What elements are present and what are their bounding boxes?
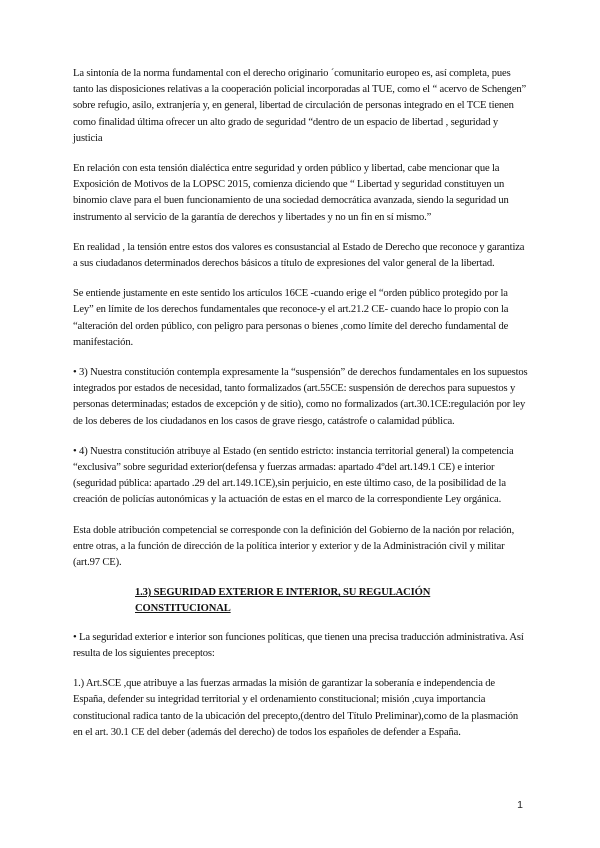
page-number: 1 <box>517 799 523 811</box>
paragraph-suspension-derechos: • 3) Nuestra constitución contempla expresamente la “suspensión” de derechos fundamentales en los supuestos integrados por estados de necesidad, tanto formalizados (art.55CE: suspensión de derechos para supuestos y personas determinadas; estados de excepción y de sitio), como no formalizados (art.30.1CE:regulación por ley de los deberes de los ciudadanos en los casos de grave riesgo, catástrofe o calamidad pública. <box>73 367 528 427</box>
paragraph-orden-publico: Se entiende justamente en este sentido los artículos 16CE -cuando erige el “orden público protegido por la Ley” en límite de los derechos fundamentales que reconoce-y el art.21.2 CE- cuando hace lo propio con la “alteración del orden público, con peligro para personas o bienes ,como límite del derecho fundamental de manifestación. <box>73 288 509 348</box>
paragraph-fuerzas-armadas: 1.) Art.SCE ,que atribuye a las fuerzas armadas la misión de garantizar la soberanía e independencia de España, defender su integridad territorial y el ordenamiento constitucional; misión ,cuya importancia constitucional radica tanto de la ubicación del precepto,(dentro del Título Preliminar),como de la plasmación en el art. 30.1 CE del deber (además del derecho) de todos los españoles de defender a España. <box>73 678 519 738</box>
paragraph-lopsc: En relación con esta tensión dialéctica entre seguridad y orden público y libertad, cabe mencionar que la Exposición de Motivos de la LOPSC 2015, comienza diciendo que “ Libertad y seguridad constituyen un binomio clave para el buen funcionamiento de una sociedad democrática avanzada, siendo la seguridad un instrumento al servicio de la garantía de derechos y libertades y no un fin en sí mismo.” <box>73 163 509 223</box>
document-page <box>73 66 528 755</box>
paragraph-estado-derecho: En realidad , la tensión entre estos dos valores es consustancial al Estado de Derecho que reconoce y garantiza a sus ciudadanos determinados derechos básicos a título de expresiones del valor general de la libertad. <box>73 241 525 270</box>
section-heading: 1.3) SEGURIDAD EXTERIOR E INTERIOR, SU REGULACIÓN CONSTITUCIONAL <box>135 587 431 615</box>
paragraph-competencia-estado: • 4) Nuestra constitución atribuye al Estado (en sentido estricto: instancia territorial general) la competencia “exclusiva” sobre seguridad exterior(defensa y fuerzas armadas: apartado 4ºdel art.149.1 CE) e interior (seguridad pública: apartado .29 del art.149.1CE),sin perjuicio, en este último caso, de la posibilidad de la creación de policías autonómicas y la actuación de estas en el marco de la correspondiente Ley orgánica. <box>73 445 514 506</box>
paragraph-gobierno: Esta doble atribución competencial se corresponde con la definición del Gobierno de la nación por relación, entre otras, a la función de dirección de la política interior y exterior y de la Administración civil y militar (art.97 CE). <box>73 524 515 569</box>
paragraph-funciones-politicas: • La seguridad exterior e interior son funciones políticas, que tienen una precisa traducción administrativa. Así resulta de los siguientes preceptos: <box>73 631 524 659</box>
paragraph-schengen: La sintonía de la norma fundamental con el derecho originario ´comunitario europeo es, así completa, pues tanto las disposiciones relativas a la cooperación policial incorporadas al TUE, como el “ acervo de Schengen” sobre refugio, asilo, extranjería y, en general, libertad de circulación de personas integrado en el TCE tienen como finalidad última ofrecer un alto grado de seguridad “dentro de un espacio de libertad , seguridad y justicia <box>73 68 527 144</box>
